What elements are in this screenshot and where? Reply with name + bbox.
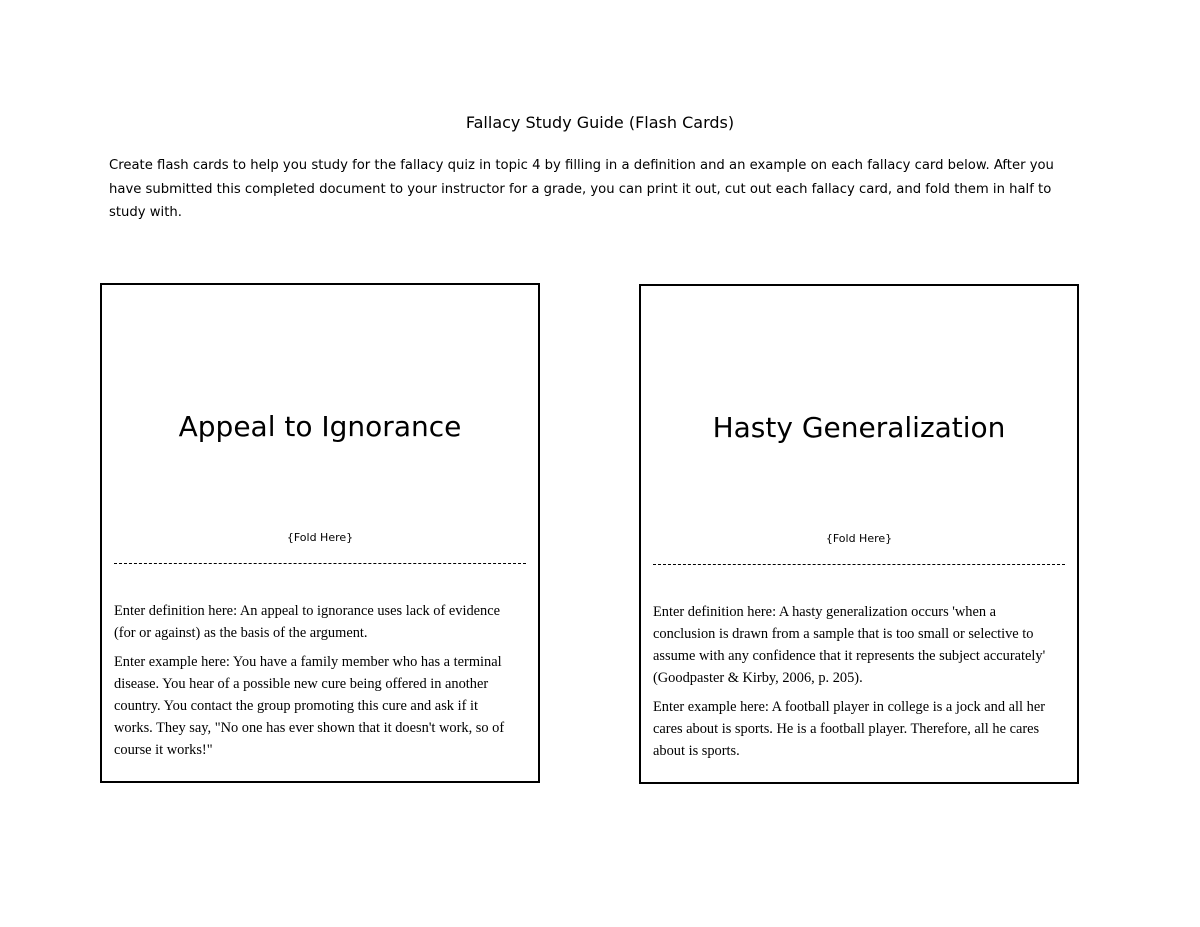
- card-example[interactable]: Enter example here: A football player in college is a jock and all her cares about is sports. He is a football player. Therefore, all he cares about is sports.: [653, 699, 1045, 759]
- instructions-paragraph: Create flash cards to help you study for the fallacy quiz in topic 4 by filling in a definition and an example on each fallacy card below. After you have submitted this completed document to your instructor for a grade, you can print it out, cut out each fallacy card, and fold them in half to study with.: [109, 158, 1054, 220]
- document-title: Fallacy Study Guide (Flash Cards): [465, 113, 735, 132]
- card-title: Hasty Generalization: [712, 411, 1006, 444]
- card-title: Appeal to Ignorance: [178, 410, 462, 443]
- card-definition[interactable]: Enter definition here: An appeal to ignorance uses lack of evidence (for or against) as the basis of the argument.: [114, 603, 500, 641]
- fold-dashed-line: [653, 564, 1065, 565]
- card-example[interactable]: Enter example here: You have a family member who has a terminal disease. You hear of a possible new cure being offered in another country. You contact the group promoting this cure and ask if it works. They say, "No one has ever shown that it doesn't work, so of course it works!": [114, 654, 505, 758]
- card-definition[interactable]: Enter definition here: A hasty generalization occurs 'when a conclusion is drawn from a sample that is too small or selective to assume with any confidence that it represents the subject accurately' (Goodpaster & Kirby, 2006, p. 205).: [653, 604, 1046, 686]
- fold-dashed-line: [114, 563, 526, 564]
- card-body: [653, 601, 1057, 769]
- flash-card-hasty-generalization: [639, 284, 1079, 784]
- fold-note: {Fold Here}: [825, 532, 893, 545]
- flash-card-appeal-to-ignorance: [100, 283, 540, 783]
- fold-note: {Fold Here}: [286, 531, 354, 544]
- card-body: [114, 600, 518, 768]
